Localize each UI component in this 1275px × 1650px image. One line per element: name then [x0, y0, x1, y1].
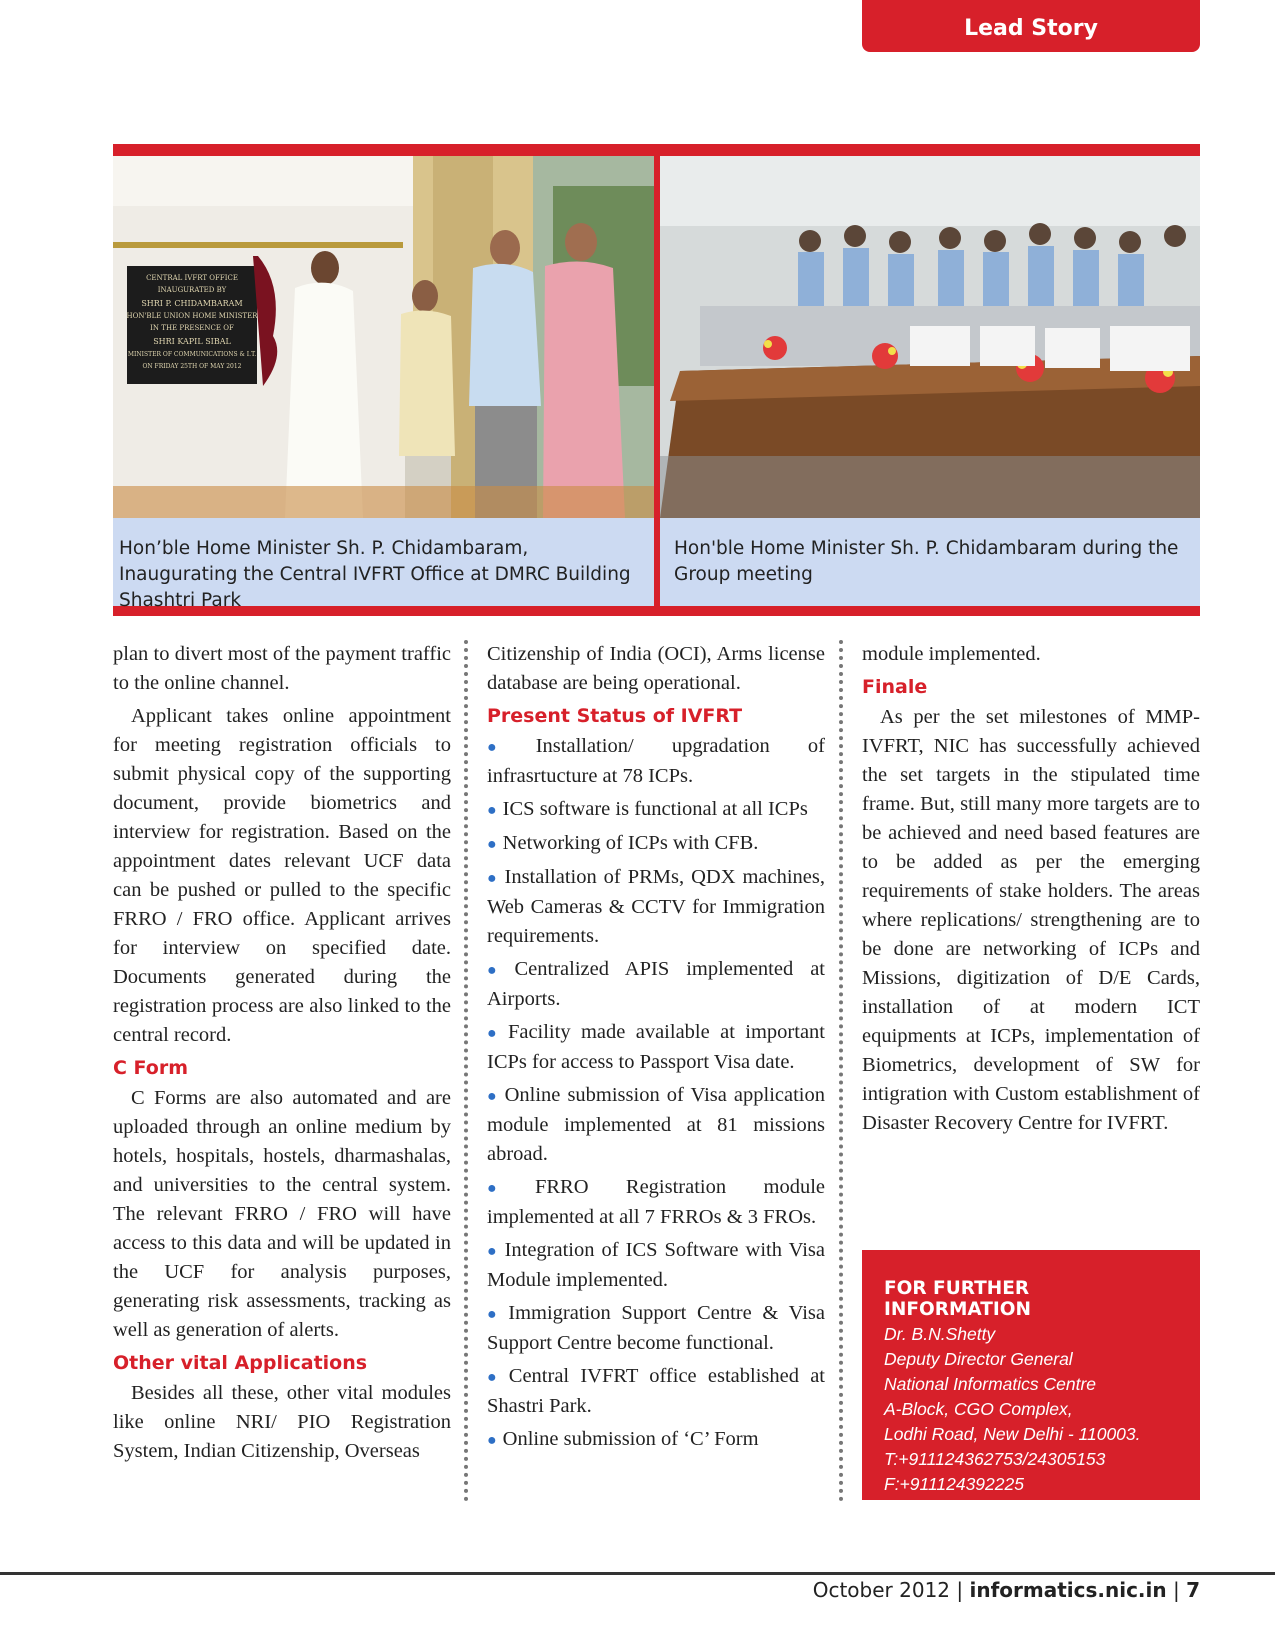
bullet-icon: ● [487, 1025, 502, 1042]
list-item: ● Online submission of Visa application module implemented at 81 missions abroad. [487, 1084, 825, 1165]
section-heading-finale: Finale [862, 676, 928, 698]
plaque-line: INAUGURATED BY [157, 286, 227, 294]
contact-organization: National Informatics Centre [884, 1374, 1097, 1394]
bullet-icon: ● [487, 802, 497, 819]
contact-fax: F:+911124392225 [884, 1474, 1024, 1494]
footer-separator: | [950, 1578, 970, 1602]
bullet-icon: ● [487, 870, 499, 887]
list-item: ● Online submission of ‘C’ Form [487, 1428, 759, 1450]
contact-title: Deputy Director General [884, 1349, 1073, 1369]
paragraph: plan to divert most of the payment traffic to the online channel. [113, 643, 451, 694]
list-item: ● ICS software is functional at all ICPs [487, 798, 808, 820]
list-item: ● Immigration Support Centre & Visa Support Centre become functional. [487, 1302, 826, 1354]
paragraph: module implemented. [862, 643, 1041, 665]
further-information-box [862, 1250, 1200, 1500]
plaque-line: ON FRIDAY 25TH OF MAY 2012 [142, 363, 242, 370]
list-item: ● Networking of ICPs with CFB. [487, 832, 759, 854]
list-item: ● Integration of ICS Software with Visa Module implemented. [487, 1239, 825, 1291]
bullet-icon: ● [487, 1180, 529, 1197]
plaque-line: MINISTER OF COMMUNICATIONS & I.T. [127, 351, 257, 358]
bullet-icon: ● [487, 962, 509, 979]
page-footer [813, 1578, 1200, 1602]
plaque-line: SHRI KAPIL SIBAL [153, 337, 231, 346]
bullet-icon: ● [487, 1306, 503, 1323]
paragraph: Citizenship of India (OCI), Arms license database are being operational. [487, 643, 825, 694]
paragraph: C Forms are also automated and are uploaded through an online medium by hotels, hospitals, hostels, dharmashalas, and universities to the central system. The relevant FRRO / FRO will have access to this data and will be updated in the UCF for analysis purposes, generating risk assessments, tracking as well as generation of alerts. [113, 1087, 451, 1341]
contact-address: Lodhi Road, New Delhi - 110003. [884, 1424, 1141, 1444]
bullet-icon: ● [487, 1369, 503, 1386]
plaque-line: HON'BLE UNION HOME MINISTER [126, 312, 258, 320]
plaque-line: SHRI P. CHIDAMBARAM [141, 299, 243, 308]
paragraph: Besides all these, other vital modules like online NRI/ PIO Registration System, Indian Citizenship, Overseas [113, 1382, 451, 1462]
list-item: ● FRRO Registration module implemented at all 7 FRROs & 3 FROs. [487, 1176, 826, 1228]
article-column-1 [113, 640, 451, 1470]
contact-address: A-Block, CGO Complex, [884, 1399, 1073, 1419]
list-item: ● Central IVFRT office established at Shastri Park. [487, 1365, 825, 1417]
section-heading-c-form: C Form [113, 1057, 188, 1079]
photo-strip [113, 144, 1200, 616]
info-heading: FOR FURTHER INFORMATION [884, 1278, 1031, 1320]
footer-rule [0, 1572, 1275, 1575]
inauguration-photo [113, 156, 654, 518]
list-item: ● Centralized APIS implemented at Airports. [487, 958, 825, 1010]
plaque-line: IN THE PRESENCE OF [150, 324, 234, 332]
issue-date: October 2012 [812, 1578, 951, 1602]
bullet-icon: ● [487, 836, 497, 853]
column-divider [464, 640, 468, 1502]
bullet-icon: ● [487, 739, 530, 756]
bullet-icon: ● [487, 1432, 497, 1449]
paragraph: Applicant takes online appointment for meeting registration officials to submit physical copy of the supporting document, provide biometrics and interview for registration. Based on the appointment dates relevant UCF data can be pushed or pulled to the specific FRRO / FRO office. Applicant arrives for interview on specified date. Documents generated during the registration process are also linked to the central record. [113, 705, 451, 1046]
photo-caption-right: Hon'ble Home Minister Sh. P. Chidambaram during the Group meeting [660, 518, 1200, 606]
section-tab: Lead Story [862, 0, 1200, 52]
photo-caption-left: Hon’ble Home Minister Sh. P. Chidambaram, Inaugurating the Central IVFRT Office at DMRC Building Shashtri Park [113, 518, 654, 606]
article-column-3 [862, 640, 1200, 1142]
section-heading-other-applications: Other vital Applications [113, 1352, 368, 1374]
article-column-2 [487, 640, 825, 1459]
list-item: ● Installation of PRMs, QDX machines, Web Cameras & CCTV for Immigration requirements. [487, 866, 825, 947]
contact-name: Dr. B.N.Shetty [884, 1324, 996, 1344]
paragraph: As per the set milestones of MMP-IVFRT, NIC has successfully achieved the set targets in the stipulated time frame. But, still many more targets are to be achieved and need based features are to be added as per the emerging requirements of stake holders. The areas where replications/ strengthening are to be done are networking of ICPs and Missions, digitization of D/E Cards, installation of at modern ICT equipments at ICPs, implementation of Biometrics, development of SW for intigration with Custom establishment of Disaster Recovery Centre for IVFRT. [862, 706, 1200, 1134]
list-item: ● Installation/ upgradation of infrasrtucture at 78 ICPs. [487, 735, 825, 787]
bullet-icon: ● [487, 1243, 499, 1260]
footer-separator: | [1166, 1578, 1187, 1602]
page-number: 7 [1186, 1578, 1200, 1602]
bullet-icon: ● [487, 1088, 499, 1105]
status-list [487, 732, 825, 1455]
list-item: ● Facility made available at important ICPs for access to Passport Visa date. [487, 1021, 825, 1073]
group-meeting-photo [660, 156, 1200, 518]
section-heading-present-status: Present Status of IVFRT [487, 705, 743, 727]
website-link[interactable]: informatics.nic.in [969, 1578, 1167, 1602]
contact-phone: T:+911124362753/24305153 [884, 1449, 1106, 1469]
column-divider [839, 640, 843, 1502]
plaque-line: CENTRAL IVFRT OFFICE [146, 274, 238, 282]
